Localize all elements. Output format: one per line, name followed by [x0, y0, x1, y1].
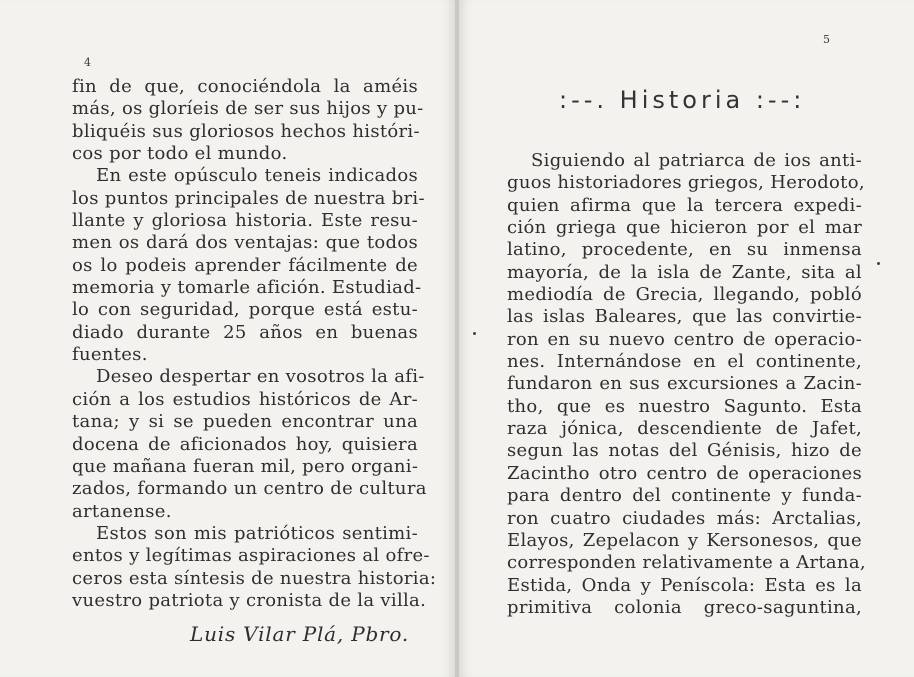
text-line: ron en su nuevo centro de operacio- — [507, 328, 862, 350]
text-line: zados, formando un centro de cultura — [72, 478, 427, 500]
text-line: nes. Internándose en el continente, — [507, 351, 862, 373]
text-line: ron cuatro ciudades más: Arctalias, — [507, 507, 862, 529]
text-line: guos historiadores griegos, Herodoto, — [507, 172, 865, 194]
text-line: segun las notas del Génisis, hizo de — [507, 440, 862, 462]
text-line: Deseo despertar en vosotros la afi- — [96, 366, 425, 388]
author-signature: Luis Vilar Plá, Pbro. — [190, 622, 410, 646]
text-line: raza jónica, descendiente de Jafet, — [507, 418, 862, 440]
text-line: los puntos principales de nuestra bri- — [72, 187, 425, 209]
text-line: entos y legítimas aspiraciones al ofre- — [72, 545, 430, 567]
text-line: En este opúsculo teneis indicados — [96, 165, 418, 187]
text-line: fundaron en sus excursiones a Zacin- — [507, 373, 862, 395]
text-line: más, os gloríeis de ser sus hijos y pu- — [72, 98, 424, 120]
text-line: ción griega que hicieron por el mar — [507, 217, 862, 239]
text-line: lo con seguridad, porque está estu- — [72, 299, 418, 321]
text-line: cos por todo el mundo. — [72, 143, 288, 165]
text-line: para dentro del continente y funda- — [507, 485, 862, 507]
text-line: ción a los estudios históricos de Ar- — [72, 388, 418, 410]
text-line: las islas Baleares, que las convirtie- — [507, 306, 862, 328]
text-line: Estida, Onda y Peníscola: Esta es la — [507, 574, 862, 596]
text-line: quien afirma que la tercera expedi- — [507, 194, 862, 216]
text-line: Estos son mis patrióticos sentimi- — [96, 522, 418, 544]
text-line: que mañana fueran mil, pero organi- — [72, 455, 419, 477]
page-number-right: 5 — [823, 33, 830, 46]
text-line: llante y gloriosa historia. Este resu- — [72, 210, 418, 232]
text-line: fuentes. — [72, 344, 148, 366]
text-line: men os dará dos ventajas: que todos — [72, 232, 418, 254]
right-text-block — [507, 150, 866, 619]
text-line: bliquéis sus gloriosos hechos históri- — [72, 120, 420, 142]
text-line: Siguiendo al patriarca de ios anti- — [531, 150, 862, 171]
text-line: tana; y si se pueden encontrar una — [72, 411, 418, 433]
text-line: diado durante 25 años en buenas — [72, 321, 418, 343]
text-line: tho, que es nuestro Sagunto. Esta — [507, 395, 862, 417]
text-line: fin de que, conociéndola la améis — [72, 76, 418, 97]
text-line: Zacintho otro centro de operaciones — [507, 462, 862, 484]
text-line: Elayos, Zepelacon y Kersonesos, que — [507, 529, 862, 551]
left-page — [0, 0, 455, 677]
page-number-left: 4 — [84, 56, 91, 69]
text-line: vuestro patriota y cronista de la villa. — [72, 589, 427, 611]
text-line: mayoría, de la isla de Zante, sita al — [507, 261, 862, 283]
print-speck — [473, 332, 476, 335]
text-line: mediodía de Grecia, llegando, pobló — [507, 284, 862, 306]
text-line: corresponden relativamente a Artana, — [507, 552, 866, 574]
text-line: primitiva colonia greco-saguntina, — [507, 596, 862, 618]
left-text-block — [72, 76, 437, 612]
text-line: os lo podeis aprender fácilmente de — [72, 254, 418, 276]
text-line: docena de aficionados hoy, quisiera — [72, 433, 418, 455]
print-speck — [877, 262, 880, 265]
text-line: latino, procedente, en su inmensa — [507, 239, 862, 261]
right-page — [459, 0, 914, 677]
text-line: artanense. — [72, 500, 172, 522]
section-heading: :--. Historia :--: — [559, 86, 806, 114]
text-line: memoria y tomarle afición. Estudiad- — [72, 277, 422, 299]
text-line: ceros esta síntesis de nuestra historia: — [72, 567, 437, 589]
